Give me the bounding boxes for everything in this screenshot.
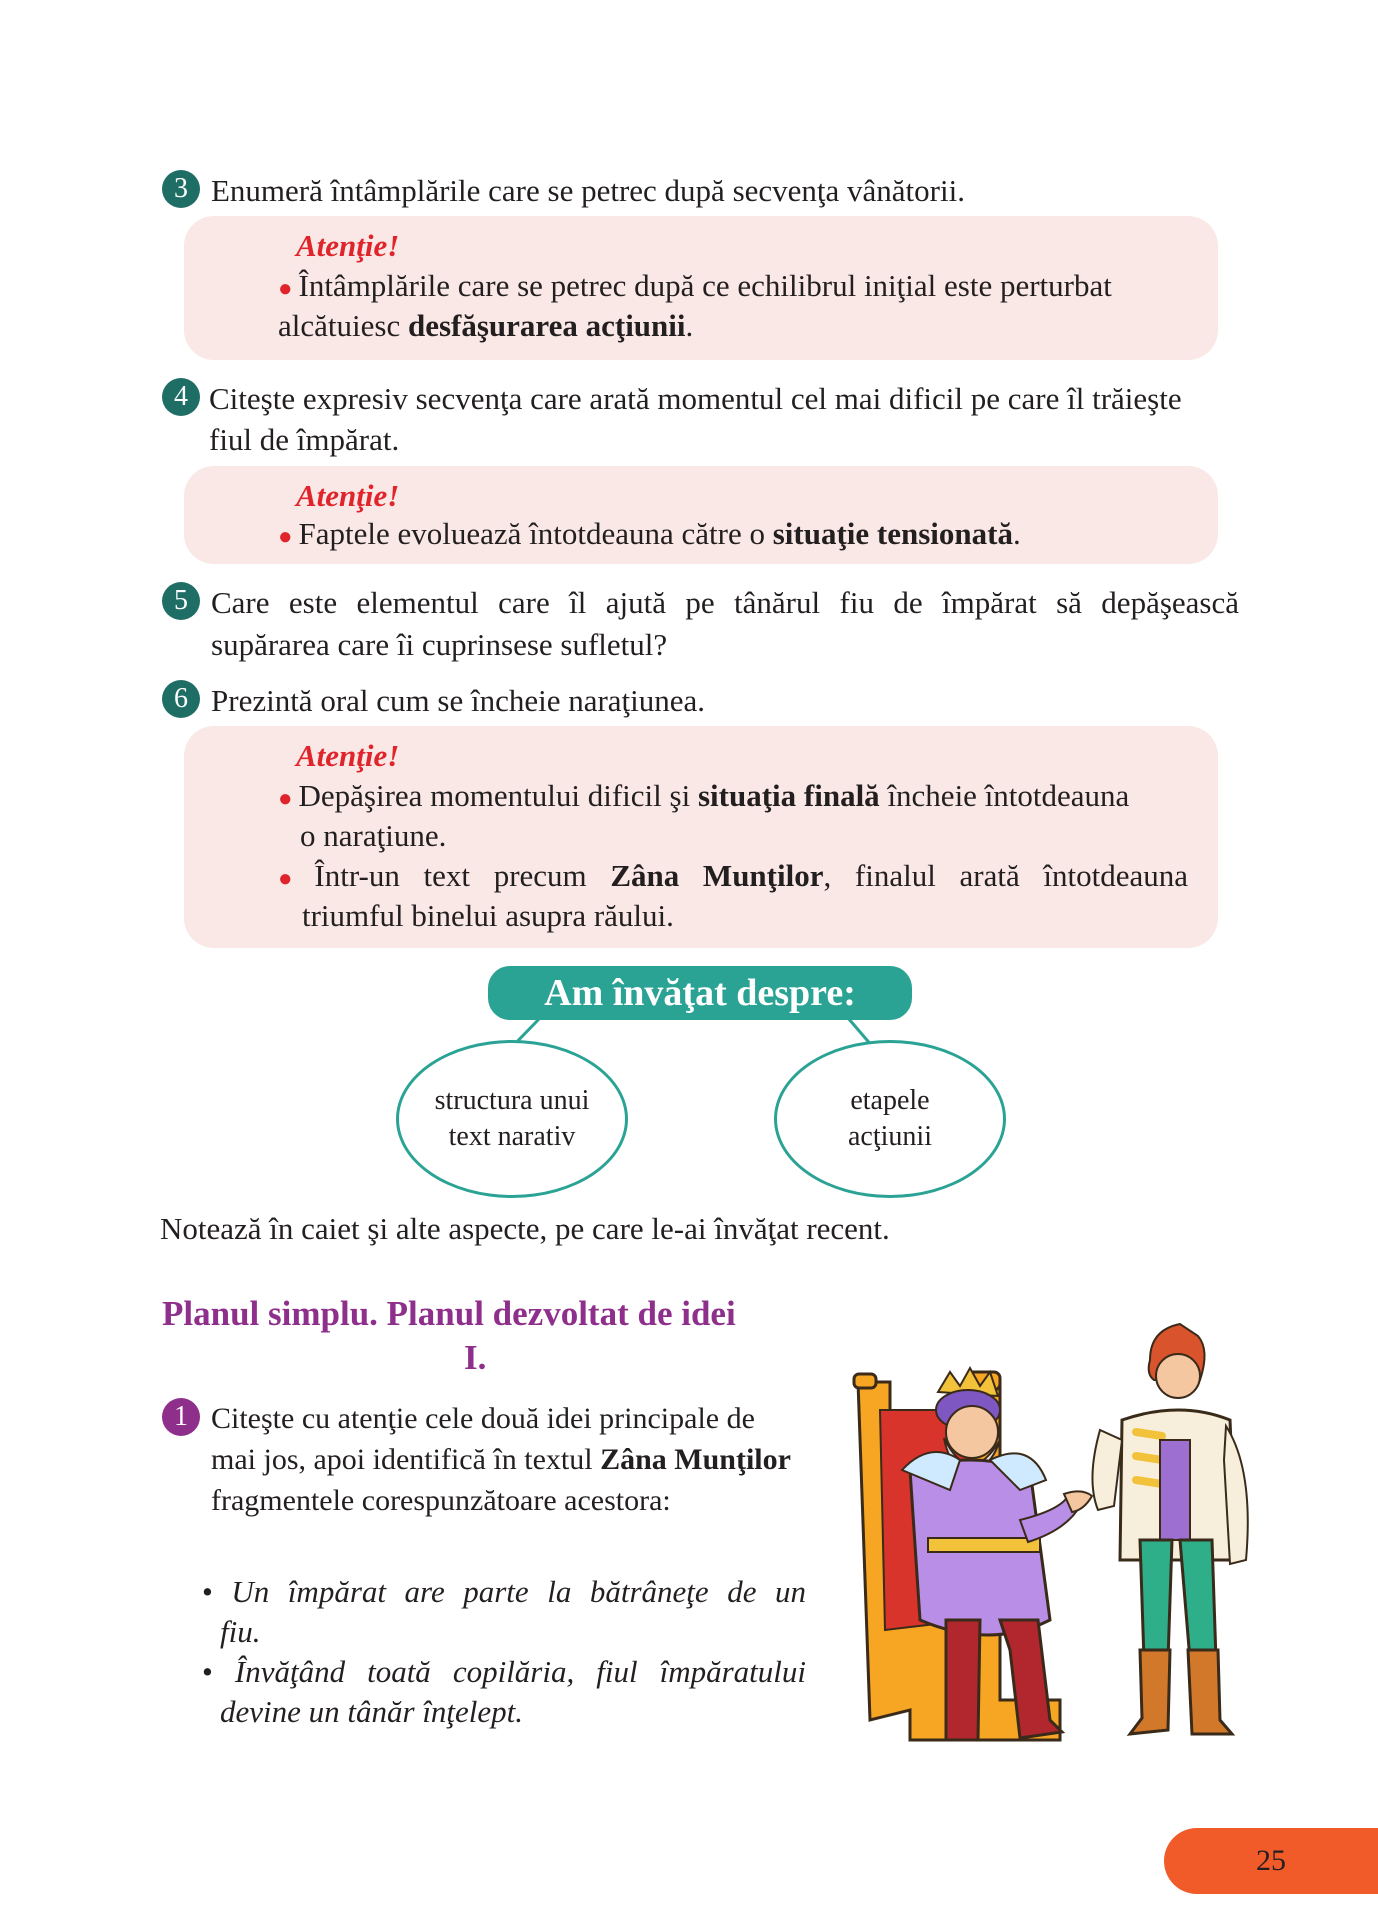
attention-line: ● Depăşirea momentului dificil şi situaţia finală încheie întotdeauna xyxy=(278,778,1130,813)
bullet-icon: • xyxy=(202,1574,232,1609)
bullet-icon: • xyxy=(202,1654,235,1689)
question-number-5: 5 xyxy=(162,582,200,620)
attention-line: ● Faptele evoluează întotdeauna către o situaţie tensionată. xyxy=(278,516,1021,551)
learned-title: Am învăţat despre: xyxy=(488,966,912,1020)
concept-bubble-right: etapele acţiunii xyxy=(774,1040,1006,1198)
attention-box-q4 xyxy=(184,466,1218,564)
attention-line: alcătuiesc desfăşurarea acţiunii. xyxy=(278,308,694,343)
question-1-text: Citeşte cu atenţie cele două idei principale de mai jos, apoi identifică în textul Zâna Munţilor fragmentele corespunzătoare acestora: xyxy=(211,1402,791,1517)
question-5-line1: Care este elementul care îl ajută pe tânărul fiu de împărat să depăşească xyxy=(211,585,1239,620)
note-bottom: Notează în caiet şi alte aspecte, pe care le-ai învăţat recent. xyxy=(160,1211,890,1246)
question-number-4: 4 xyxy=(162,378,200,416)
attention-line: ● Întâmplările care se petrec după ce echilibrul iniţial este perturbat xyxy=(278,268,1112,303)
question-number-3: 3 xyxy=(162,170,200,208)
idea-2-line2: devine un tânăr înţelept. xyxy=(220,1694,524,1729)
question-4-line1: Citeşte expresiv secvenţa care arată momentul cel mai dificil pe care îl trăieşte xyxy=(209,381,1182,416)
page-number: 25 xyxy=(1164,1828,1378,1894)
idea-1-line1: • Un împărat are parte la bătrâneţe de un xyxy=(202,1574,806,1609)
question-number-1: 1 xyxy=(162,1398,200,1436)
question-5-line2: supărarea care îi cuprinsese sufletul? xyxy=(211,627,668,662)
question-4-line2: fiul de împărat. xyxy=(209,422,400,457)
idea-list xyxy=(202,1572,806,1732)
idea-2-line1: • Învăţând toată copilăria, fiul împăratului xyxy=(202,1654,806,1689)
prince-icon xyxy=(1092,1324,1247,1734)
bullet-icon: ● xyxy=(278,524,293,550)
attention-title: Atenţie! xyxy=(296,738,400,773)
bullet-icon: ● xyxy=(278,786,293,812)
question-3-text: Enumeră întâmplările care se petrec după secvenţa vânătorii. xyxy=(211,173,965,208)
attention-line: triumful binelui asupra răului. xyxy=(302,898,674,933)
bullet-icon: ● xyxy=(278,866,309,892)
attention-title: Atenţie! xyxy=(296,478,400,513)
attention-line: ● Într-un text precum Zâna Munţilor, finalul arată întotdeauna xyxy=(278,858,1188,893)
section-title: Planul simplu. Planul dezvoltat de idei xyxy=(162,1294,736,1333)
question-number-6: 6 xyxy=(162,680,200,718)
attention-title: Atenţie! xyxy=(296,228,400,263)
idea-1-line2: fiu. xyxy=(220,1614,261,1649)
section-subtitle: I. xyxy=(464,1338,487,1377)
attention-line: o naraţiune. xyxy=(300,818,447,853)
king-and-prince-illustration xyxy=(850,1320,1270,1800)
attention-box-q3 xyxy=(184,216,1218,360)
bullet-icon: ● xyxy=(278,276,293,302)
question-6-text: Prezintă oral cum se încheie naraţiunea. xyxy=(211,683,706,718)
concept-bubble-left: structura unui text narativ xyxy=(396,1040,628,1198)
attention-box-q6 xyxy=(184,726,1218,948)
